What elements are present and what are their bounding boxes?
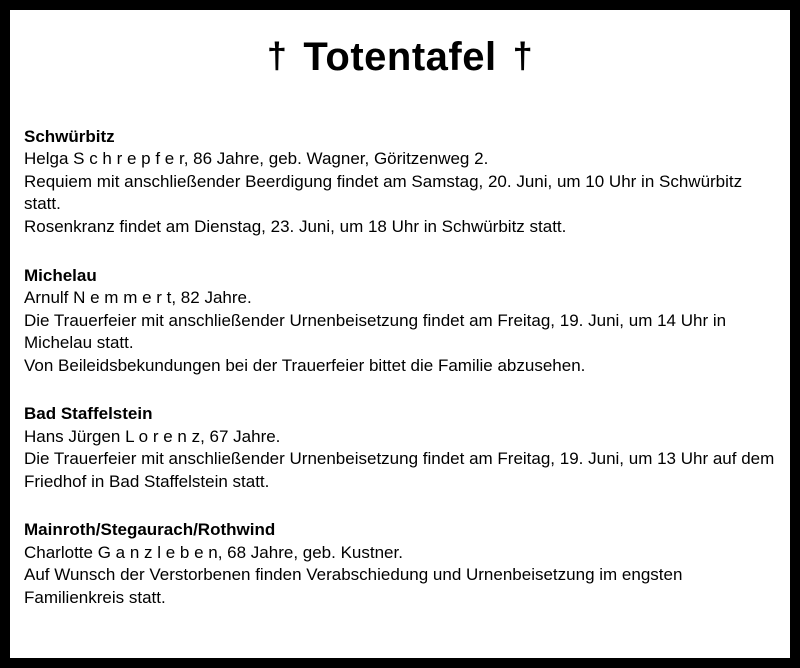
entry-line: Auf Wunsch der Verstorbenen finden Verabschiedung und Urnenbeisetzung im engsten Familienkreis statt. xyxy=(24,565,683,607)
entry-line: Helga S c h r e p f e r, 86 Jahre, geb. Wagner, Göritzenweg 2. xyxy=(24,149,489,169)
obituary-entry xyxy=(24,403,776,493)
obituary-sheet xyxy=(10,10,790,658)
obituary-entry xyxy=(24,126,776,239)
entry-line: Rosenkranz findet am Dienstag, 23. Juni, um 18 Uhr in Schwürbitz statt. xyxy=(24,217,567,237)
entry-place: Schwürbitz xyxy=(24,127,115,146)
entry-line: Die Trauerfeier mit anschließender Urnenbeisetzung findet am Freitag, 19. Juni, um 13 Uhr auf dem Friedhof in Bad Staffelstein statt. xyxy=(24,449,775,491)
entry-place: Bad Staffelstein xyxy=(24,404,153,424)
entry-line: Charlotte G a n z l e b e n, 68 Jahre, geb. Kustner. xyxy=(24,542,403,562)
page-title xyxy=(24,36,776,78)
entry-line: Von Beileidsbekundungen bei der Trauerfeier bittet die Familie abzusehen. xyxy=(24,355,586,375)
entry-line: Hans Jürgen L o r e n z, 67 Jahre. xyxy=(24,426,281,446)
entry-line: Arnulf N e m m e r t, 82 Jahre. xyxy=(24,287,252,307)
obituary-entry xyxy=(24,265,776,378)
cross-icon-left: † xyxy=(266,35,288,76)
entry-line: Die Trauerfeier mit anschließender Urnenbeisetzung findet am Freitag, 19. Juni, um 14 Uhr in Michelau statt. xyxy=(24,310,727,353)
entry-line: Requiem mit anschließender Beerdigung findet am Samstag, 20. Juni, um 10 Uhr in Schwürbitz statt. xyxy=(24,171,743,214)
cross-icon-right: † xyxy=(512,35,534,76)
obituary-entry xyxy=(24,519,776,609)
page-title-text: Totentafel xyxy=(303,35,497,79)
entry-place: Mainroth/Stegaurach/Rothwind xyxy=(24,520,276,540)
entry-place: Michelau xyxy=(24,265,97,285)
